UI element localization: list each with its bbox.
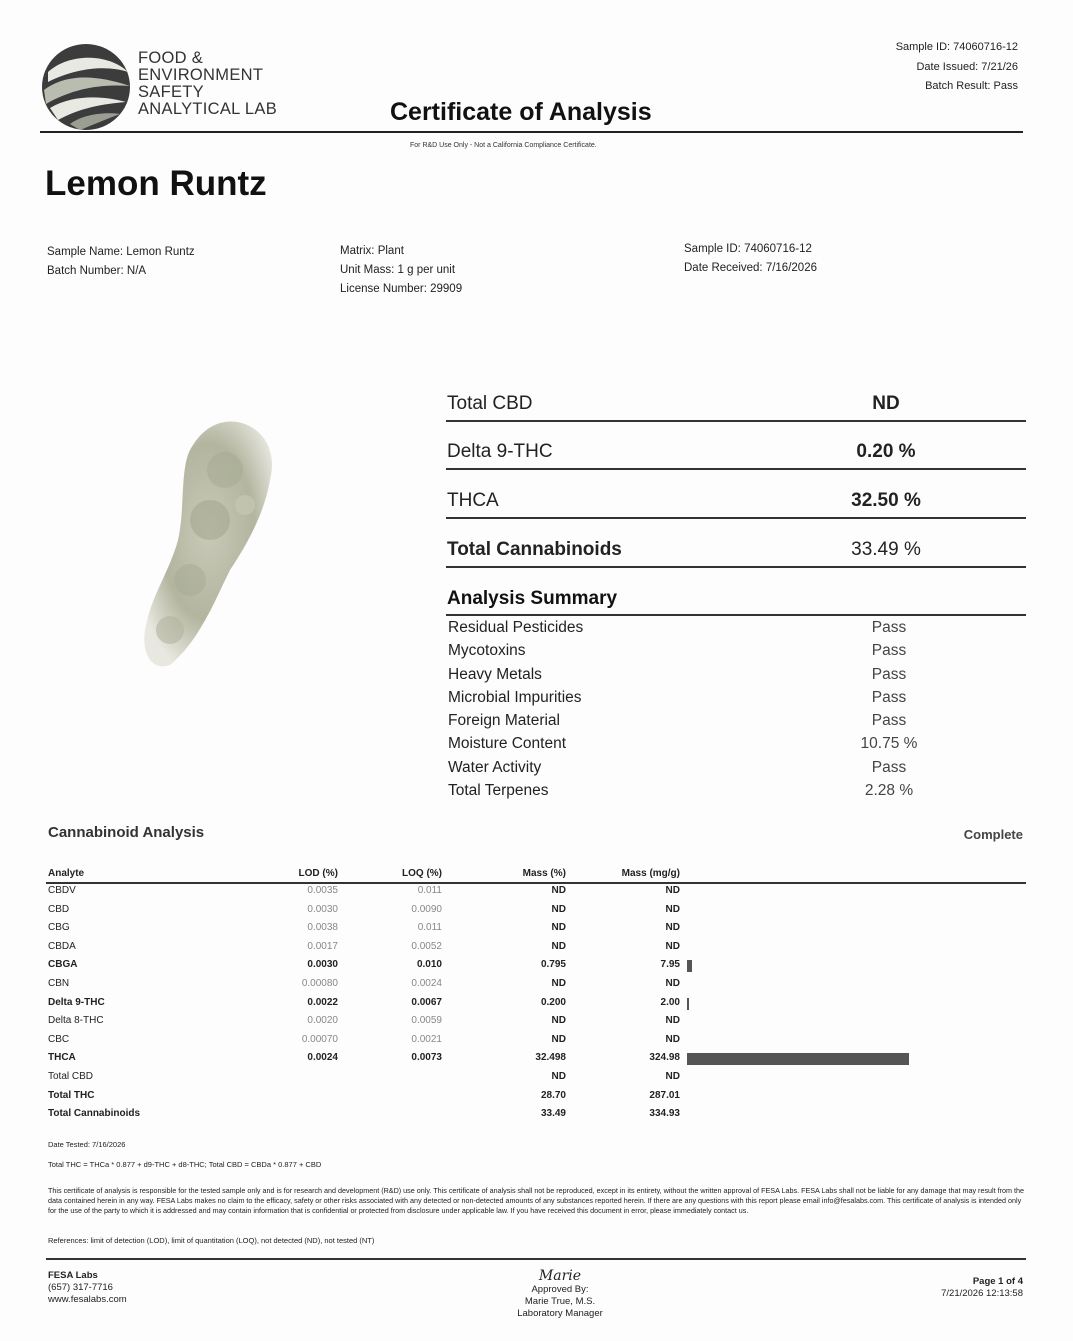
mass-bar (687, 998, 689, 1010)
cell-mass-pct: ND (551, 977, 566, 989)
summary-label: Delta 9-THC (447, 441, 553, 462)
cannabinoid-table (48, 866, 1023, 1125)
cell-mass-pct: 0.795 (540, 959, 566, 971)
analysis-item-name: Water Activity (448, 758, 542, 776)
approver-title: Laboratory Manager (517, 1308, 603, 1319)
cell-mass-mg: 7.95 (660, 959, 680, 971)
analysis-item-result: Pass (871, 712, 907, 730)
cell-mass-mg: ND (665, 977, 680, 989)
analysis-status: Complete (963, 827, 1023, 842)
analysis-item-name: Total Terpenes (448, 782, 549, 800)
summary-label: Total Cannabinoids (447, 539, 622, 560)
summary-value: 32.50 % (851, 490, 921, 511)
analysis-summary-item (447, 689, 947, 712)
header-meta (896, 38, 1018, 97)
product-name: Lemon Runtz (45, 164, 267, 203)
cell-mass-mg: ND (665, 903, 680, 915)
approved-by-label: Approved By: (531, 1284, 589, 1295)
cell-mass-mg: ND (665, 1033, 680, 1045)
page-info (941, 1276, 1023, 1300)
sample-name: Sample Name: Lemon Runtz (47, 246, 195, 258)
table-row (48, 976, 1023, 995)
cell-mass-pct: ND (551, 940, 566, 952)
sample-id: Sample ID: 74060716-12 (684, 243, 812, 255)
col-mass-mg: Mass (mg/g) (621, 868, 680, 879)
lab-name-line: FOOD & (138, 49, 204, 67)
document-title: Certificate of Analysis (390, 98, 652, 126)
analysis-summary-list (447, 619, 947, 805)
cell-mass-pct: ND (551, 1070, 566, 1082)
cell-loq: 0.0021 (411, 1033, 442, 1045)
matrix: Matrix: Plant (340, 245, 404, 257)
company-website: www.fesalabs.com (48, 1294, 127, 1305)
cell-lod: 0.0030 (307, 903, 338, 915)
cell-lod: 0.0022 (307, 996, 338, 1008)
table-header (48, 866, 1023, 883)
summary-label: Total CBD (447, 393, 533, 414)
table-header-divider (46, 882, 1026, 884)
cell-analyte: CBC (48, 1033, 70, 1045)
cell-loq: 0.0024 (411, 977, 442, 989)
cell-mass-mg: ND (665, 1015, 680, 1027)
table-row (48, 883, 1023, 902)
cell-lod: 0.0017 (307, 940, 338, 952)
license-number: License Number: 29909 (340, 283, 463, 295)
cell-mass-pct: 32.498 (535, 1052, 566, 1064)
cell-mass-mg: 324.98 (649, 1052, 680, 1064)
company-phone: (657) 317-7716 (48, 1282, 113, 1293)
date-received: Date Received: 7/16/2026 (684, 262, 817, 274)
cell-loq: 0.0052 (411, 940, 442, 952)
summary-value: ND (872, 393, 900, 414)
table-row (48, 1088, 1023, 1107)
col-mass-pct: Mass (%) (522, 868, 566, 879)
analysis-summary-item (447, 642, 947, 665)
table-row (48, 995, 1023, 1014)
lab-name-line: SAFETY (138, 83, 204, 101)
analysis-summary-item (447, 712, 947, 735)
col-loq: LOQ (%) (402, 868, 442, 879)
cell-analyte: CBG (48, 922, 70, 934)
lab-name-line: ENVIRONMENT (138, 66, 264, 84)
analysis-item-name: Microbial Impurities (448, 688, 582, 706)
cell-lod: 0.0038 (307, 922, 338, 934)
cell-loq: 0.0073 (411, 1052, 442, 1064)
analysis-item-name: Mycotoxins (448, 642, 526, 660)
analysis-item-result: Pass (871, 758, 907, 776)
summary-row-total-cannabinoids (446, 534, 1026, 568)
cell-analyte: CBGA (48, 959, 78, 971)
cell-lod: 0.0030 (307, 959, 338, 971)
col-lod: LOD (%) (298, 868, 338, 879)
cell-mass-pct: 33.49 (540, 1108, 566, 1120)
analysis-item-name: Moisture Content (448, 735, 567, 753)
total-formula: Total THC = THCa * 0.877 + d9-THC + d8-THC; Total CBD = CBDa * 0.877 + CBD (48, 1160, 322, 1169)
cell-mass-mg: ND (665, 885, 680, 896)
cell-mass-pct: ND (551, 1015, 566, 1027)
lab-name-line: ANALYTICAL LAB (138, 100, 278, 118)
analysis-item-name: Foreign Material (448, 712, 560, 730)
analysis-summary-item (447, 759, 947, 782)
cell-loq: 0.011 (417, 922, 442, 934)
summary-row-total-cbd (446, 390, 1026, 422)
cell-mass-mg: ND (665, 922, 680, 934)
details-col-2 (340, 242, 462, 299)
footer-divider (46, 1258, 1026, 1260)
table-row (48, 1069, 1023, 1088)
product-photo (130, 410, 290, 680)
analysis-summary-item (447, 782, 947, 805)
approval-block (480, 1268, 640, 1320)
footer-company (48, 1270, 127, 1306)
summary-row-delta9 (446, 436, 1026, 470)
cell-analyte: CBD (48, 903, 70, 915)
table-row (48, 1013, 1023, 1032)
cell-lod: 0.0035 (307, 885, 338, 896)
cell-analyte: Delta 9-THC (48, 996, 105, 1008)
cell-mass-pct: ND (551, 1033, 566, 1045)
cell-mass-pct: ND (551, 903, 566, 915)
table-row (48, 1050, 1023, 1069)
analysis-summary-title: Analysis Summary (447, 588, 618, 609)
table-row (48, 1032, 1023, 1051)
date-tested: Date Tested: 7/16/2026 (48, 1140, 126, 1149)
print-timestamp: 7/21/2026 12:13:58 (941, 1288, 1023, 1299)
cannabinoid-analysis-title: Cannabinoid Analysis (48, 824, 205, 841)
analysis-summary-item (447, 666, 947, 689)
cell-loq: 0.0059 (411, 1015, 442, 1027)
summary-row-thca (446, 485, 1026, 519)
compliance-note: For R&D Use Only - Not a California Compliance Certificate. (410, 142, 597, 149)
cell-analyte: Total THC (48, 1089, 95, 1101)
cell-loq: 0.0090 (411, 903, 442, 915)
cell-mass-pct: ND (551, 922, 566, 934)
summary-value: 33.49 % (851, 539, 921, 560)
header-date-issued: Date Issued: 7/21/26 (916, 60, 1018, 73)
cell-analyte: CBDV (48, 885, 76, 896)
cell-lod: 0.0024 (307, 1052, 338, 1064)
col-analyte: Analyte (48, 868, 85, 879)
cell-lod: 0.00080 (301, 977, 338, 989)
analysis-summary-item (447, 619, 947, 642)
signature: Marie (538, 1268, 582, 1284)
cell-mass-mg: ND (665, 940, 680, 952)
mass-bar (687, 960, 692, 972)
details-col-1 (47, 243, 195, 281)
cell-mass-pct: 0.200 (540, 996, 566, 1008)
lab-logo-icon (40, 42, 132, 132)
summary-value: 0.20 % (856, 441, 916, 462)
cell-analyte: CBN (48, 977, 70, 989)
cell-mass-pct: 28.70 (540, 1089, 566, 1101)
cell-mass-mg: 334.93 (649, 1108, 680, 1120)
cell-analyte: Delta 8-THC (48, 1015, 104, 1027)
references: References: limit of detection (LOD), limit of quantitation (LOQ), not detected (ND), not tested (NT) (48, 1236, 375, 1245)
analysis-item-result: 2.28 % (864, 782, 914, 800)
table-row (48, 1106, 1023, 1125)
cell-mass-mg: 287.01 (649, 1089, 680, 1101)
lab-name (138, 50, 277, 118)
cell-lod: 0.0020 (307, 1015, 338, 1027)
analysis-summary-divider (446, 614, 1026, 616)
company-name: FESA Labs (48, 1270, 98, 1281)
analysis-item-result: Pass (871, 688, 907, 706)
header-divider (40, 131, 1023, 133)
details-col-3 (684, 240, 817, 278)
analysis-item-result: 10.75 % (860, 735, 918, 753)
summary-label: THCA (447, 490, 499, 511)
table-row (48, 939, 1023, 958)
table-row (48, 902, 1023, 921)
header-sample-id: Sample ID: 74060716-12 (895, 41, 1018, 53)
analysis-summary-item (447, 735, 947, 758)
analysis-item-name: Residual Pesticides (448, 619, 584, 636)
table-row (48, 920, 1023, 939)
cell-loq: 0.010 (416, 959, 442, 971)
cell-analyte: Total Cannabinoids (48, 1108, 141, 1120)
analysis-item-result: Pass (871, 642, 907, 660)
cell-loq: 0.011 (417, 885, 442, 896)
batch-number: Batch Number: N/A (47, 265, 147, 277)
disclaimer: This certificate of analysis is responsible for the tested sample only and is for research and development (R&D) use only. This certificate of analysis shall not be reproduced, except in its entirety, without the written approval of FESA Labs. FESA Labs shall not be liable for any damage that may result from the data contained herein in any way. FESA Labs makes no claim to the efficacy, safety or other risks associated with any detected or non-detected amounts of any substances reported herein. If there are any questions with this report please email info@fesalabs.com. This certificate of analysis is intended only for the use of the party to which it is addressed and may contain information that is confidential or protected from disclosure under applicable law. If you have received this document in error, please immediately contact us. (48, 1186, 1024, 1215)
table-row (48, 957, 1023, 976)
unit-mass: Unit Mass: 1 g per unit (340, 264, 456, 276)
page-number: Page 1 of 4 (972, 1276, 1023, 1287)
cell-mass-mg: ND (665, 1070, 680, 1082)
cell-loq: 0.0067 (411, 996, 442, 1008)
cell-analyte: THCA (48, 1052, 76, 1064)
cell-analyte: CBDA (48, 940, 76, 952)
cell-lod: 0.00070 (301, 1033, 338, 1045)
cell-mass-mg: 2.00 (660, 996, 680, 1008)
cell-mass-pct: ND (551, 885, 566, 896)
analysis-item-result: Pass (871, 619, 907, 636)
header-batch-result: Batch Result: Pass (925, 80, 1018, 92)
cell-analyte: Total CBD (48, 1070, 94, 1082)
analysis-item-name: Heavy Metals (448, 665, 542, 683)
mass-bar (687, 1053, 909, 1065)
analysis-item-result: Pass (871, 665, 907, 683)
approver-name: Marie True, M.S. (524, 1296, 596, 1307)
